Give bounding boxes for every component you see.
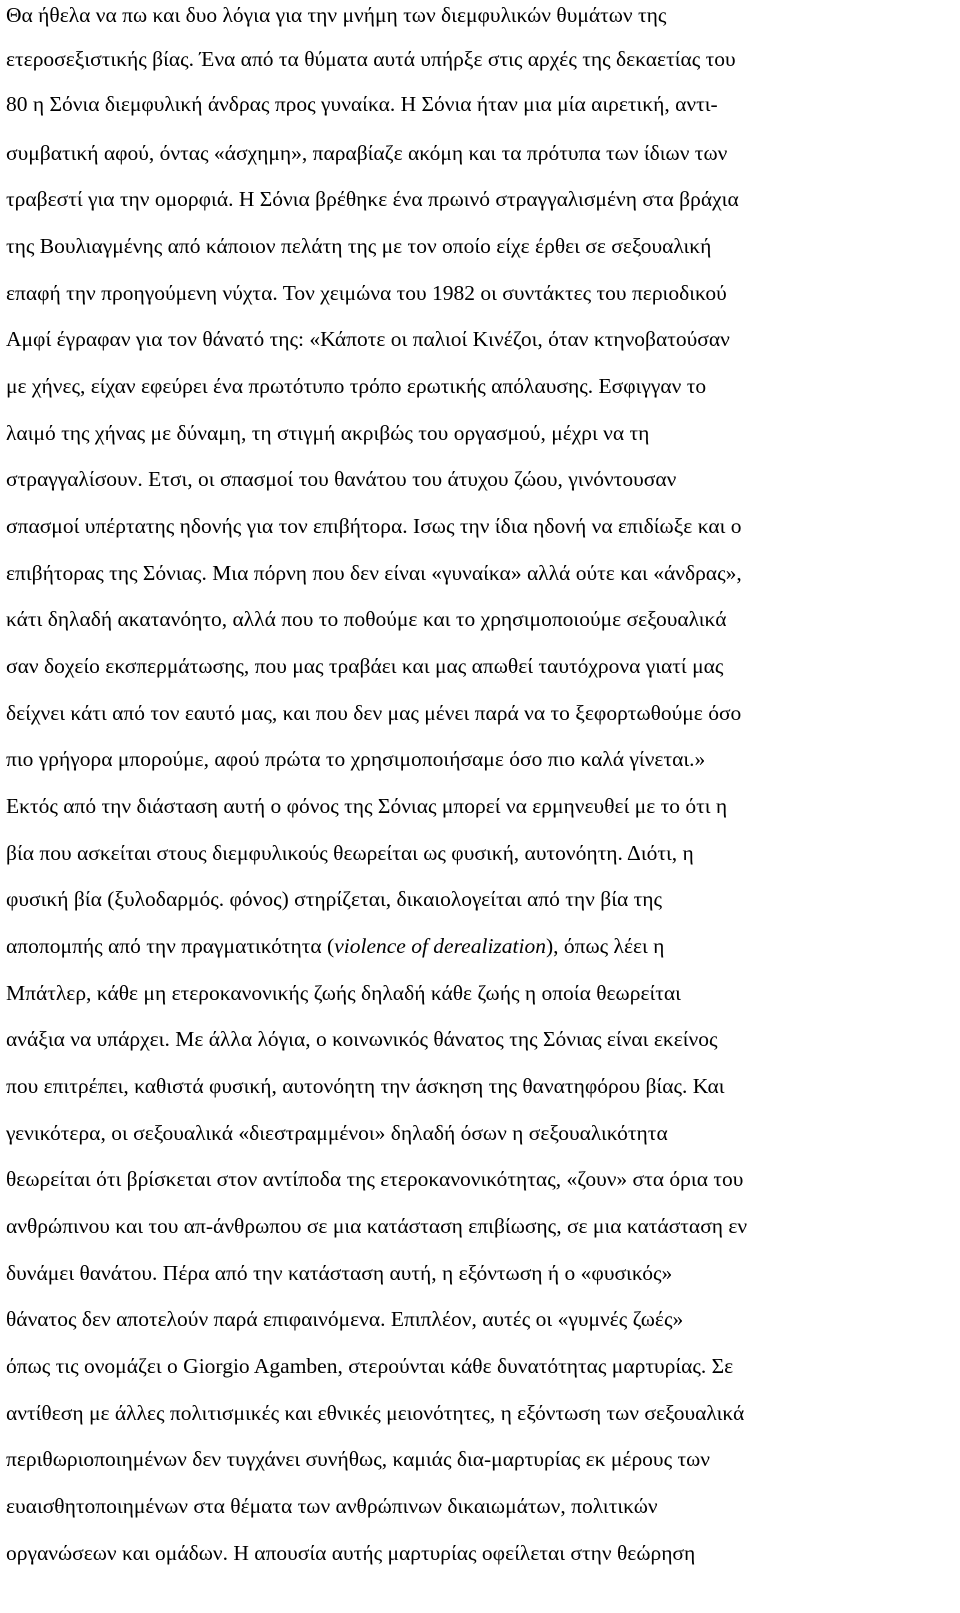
text-line: Αμφί έγραφαν για τον θάνατό της: «Κάποτε οι παλιοί Κινέζοι, όταν κτηνοβατούσαν (6, 327, 730, 351)
text-line: πιο γρήγορα μπορούμε, αφού πρώτα το χρησιμοποιήσαμε όσο πιο καλά γίνεται.» (6, 747, 706, 771)
text-line-with-italic (6, 933, 664, 959)
text-line: ανθρώπινου και του απ-άνθρωπου σε μια κατάσταση επιβίωσης, σε μια κατάσταση εν (6, 1214, 748, 1238)
italic-term: violence of derealization (334, 934, 546, 958)
text-line: με χήνες, είχαν εφεύρει ένα πρωτότυπο τρόπο ερωτικής απόλαυσης. Εσφιγγαν το (6, 374, 707, 398)
text-line: περιθωριοποιημένων δεν τυγχάνει συνήθως, καμιάς δια-μαρτυρίας εκ μέρους των (6, 1447, 710, 1471)
text-line: Μπάτλερ, κάθε μη ετεροκανονικής ζωής δηλαδή κάθε ζωής η οποία θεωρείται (6, 981, 681, 1005)
text-line: 80 η Σόνια διεμφυλική άνδρας προς γυναίκα. Η Σόνια ήταν μια μία αιρετική, αντι- (6, 92, 718, 116)
text-line: της Βουλιαγμένης από κάποιον πελάτη της με τον οποίο είχε έρθει σε σεξουαλική (6, 234, 712, 258)
text-line: επαφή την προηγούμενη νύχτα. Τον χειμώνα του 1982 οι συντάκτες του περιοδικού (6, 281, 727, 305)
text-line: αντίθεση με άλλες πολιτισμικές και εθνικές μειονότητες, η εξόντωση των σεξουαλικά (6, 1401, 745, 1425)
text-line: οργανώσεων και ομάδων. Η απουσία αυτής μαρτυρίας οφείλεται στην θεώρηση (6, 1541, 696, 1565)
text-line: ετεροσεξιστικής βίας. Ένα από τα θύματα αυτά υπήρξε στις αρχές της δεκαετίας του (6, 47, 736, 71)
text-line: θάνατος δεν αποτελούν παρά επιφαινόμενα. Επιπλέον, αυτές οι «γυμνές ζωές» (6, 1307, 684, 1331)
text-line: σαν δοχείο εκσπερμάτωσης, που μας τραβάει και μας απωθεί ταυτόχρονα γιατί μας (6, 654, 724, 678)
text-line: επιβήτορας της Σόνιας. Μια πόρνη που δεν είναι «γυναίκα» αλλά ούτε και «άνδρας», (6, 561, 742, 585)
text-line: θεωρείται ότι βρίσκεται στον αντίποδα της ετεροκανονικότητας, «ζουν» στα όρια του (6, 1167, 744, 1191)
text-line: κάτι δηλαδή ακατανόητο, αλλά που το ποθούμε και το χρησιμοποιούμε σεξουαλικά (6, 607, 727, 631)
text-line: στραγγαλίσουν. Ετσι, οι σπασμοί του θανάτου του άτυχου ζώου, γινόντουσαν (6, 467, 677, 491)
text-line: τραβεστί για την ομορφιά. Η Σόνια βρέθηκε ένα πρωινό στραγγαλισμένη στα βράχια (6, 187, 739, 211)
text-segment: ), όπως λέει η (545, 934, 665, 958)
text-line: δυνάμει θανάτου. Πέρα από την κατάσταση αυτή, η εξόντωση ή ο «φυσικός» (6, 1261, 673, 1285)
text-line: φυσική βία (ξυλοδαρμός. φόνος) στηρίζεται, δικαιολογείται από την βία της (6, 887, 663, 911)
text-line: σπασμοί υπέρτατης ηδονής για τον επιβήτορα. Ισως την ίδια ηδονή να επιδίωξε και ο (6, 514, 742, 538)
text-line: λαιμό της χήνας με δύναμη, τη στιγμή ακριβώς του οργασμού, μέχρι να τη (6, 421, 650, 445)
text-line: βία που ασκείται στους διεμφυλικούς θεωρείται ως φυσική, αυτονόητη. Διότι, η (6, 841, 694, 865)
text-line: ανάξια να υπάρχει. Με άλλα λόγια, ο κοινωνικός θάνατος της Σόνιας είναι εκείνος (6, 1027, 718, 1051)
text-line: όπως τις ονομάζει ο Giorgio Agamben, στερούνται κάθε δυνατότητας μαρτυρίας. Σε (6, 1354, 734, 1378)
text-line: δείχνει κάτι από τον εαυτό μας, και που δεν μας μένει παρά να το ξεφορτωθούμε όσο (6, 701, 742, 725)
text-segment: αποπομπής από την πραγματικότητα ( (6, 934, 335, 958)
text-line: Εκτός από την διάσταση αυτή ο φόνος της Σόνιας μπορεί να ερμηνευθεί με το ότι η (6, 794, 728, 818)
text-line: Θα ήθελα να πω και δυο λόγια για την μνήμη των διεμφυλικών θυμάτων της (6, 3, 667, 27)
text-line: που επιτρέπει, καθιστά φυσική, αυτονόητη την άσκηση της θανατηφόρου βίας. Και (6, 1074, 725, 1098)
text-line: ευαισθητοποιημένων στα θέματα των ανθρώπινων δικαιωμάτων, πολιτικών (6, 1494, 658, 1518)
text-line: γενικότερα, οι σεξουαλικά «διεστραμμένοι» δηλαδή όσων η σεξουαλικότητα (6, 1121, 668, 1145)
text-line: συμβατική αφού, όντας «άσχημη», παραβίαζε ακόμη και τα πρότυπα των ίδιων των (6, 141, 728, 165)
